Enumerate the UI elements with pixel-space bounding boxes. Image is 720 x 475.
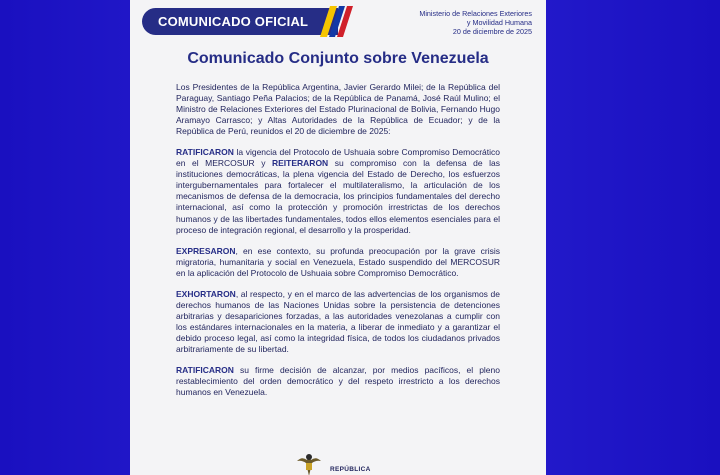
p1-text-a: la vigencia del Protocolo de Ushuaia sobre Compromiso Democrático en el MERCOSUR y <box>176 147 500 169</box>
p1-text-b: su compromiso con la defensa de las instituciones democráticas, la plena vigencia del Estado de Derecho, los esfuerzos intergubernamentales para fortalecer el multilateralismo, la articulación de los mecanismos de defensa de la democracia, los principios fundamentales del derecho internacional, así como la protección y promoción irrestrictas de los derechos humanos y de las libertades fundamentales, todos ellos elementos esenciales para el proceso de integración regional, el desarrollo y la prosperidad. <box>176 158 501 235</box>
p2-verb: EXPRESARON <box>176 245 236 256</box>
ministry-name-2: y Movilidad Humana <box>466 17 532 27</box>
intro-text: Los Presidentes de la República Argentina, Javier Gerardo Milei; de la República del Paraguay, Santiago Peña Palacios; de la República de Panamá, José Raúl Mulino; el Ministro de Relaciones Exteriores del Estado Plurinacional de Bolivia, Fernando Hugo Aramayo Carrasco; y Altas Autoridades de la República de Ecuador; y de la República de Perú, reunidos el 20 de diciembre de 2025: <box>176 82 500 137</box>
communique-date: 20 de diciembre de 2025 <box>452 26 532 36</box>
p4-text: su firme decisión de alcanzar, por medios pacíficos, el pleno restablecimiento del orden democrático y del respeto irrestricto a los derechos humanos en Venezuela. <box>176 365 500 398</box>
page-title: Comunicado Conjunto sobre Venezuela <box>187 50 489 67</box>
paragraph-1 <box>176 147 500 235</box>
paragraph-intro <box>176 82 500 137</box>
communique-document <box>130 0 546 475</box>
p1-verb-2: REITERARON <box>272 158 329 169</box>
ministry-block <box>372 10 532 36</box>
official-badge <box>142 8 338 35</box>
paragraph-3 <box>176 289 500 355</box>
paragraph-4 <box>176 365 500 398</box>
p1-verb: RATIFICARON <box>176 147 234 158</box>
p3-text: , al respecto, y en el marco de las advertencias de los organismos de derechos humanos de las Naciones Unidas sobre la persistencia de detenciones arbitrarias y desapariciones forzadas, a las autoridades venezolanas a cumplir con los estándares internacionales en la materia, a liberar de inmediato y a garantizar el debido proceso legal, así como la integridad física, de todos los ciudadanos privados arbitrariamente de su libertad. <box>176 288 500 354</box>
coat-of-arms-icon <box>296 452 322 475</box>
badge-label: COMUNICADO OFICIAL <box>158 14 309 29</box>
communique-body <box>176 82 500 408</box>
seal-label: REPÚBLICA <box>330 466 371 473</box>
ministry-name: Ministerio de Relaciones Exteriores <box>419 9 532 18</box>
p2-text: , en ese contexto, su profunda preocupación por la grave crisis migratoria, humanitaria y social en Venezuela, Estado suspendido del MERCOSUR en la aplicación del Protocolo de Ushuaia sobre Compromiso Democrático. <box>176 245 500 278</box>
flag-stripes-icon <box>318 6 354 37</box>
paragraph-2 <box>176 246 500 279</box>
p3-verb: EXHORTARON <box>176 288 236 299</box>
p4-verb: RATIFICARON <box>176 365 234 376</box>
